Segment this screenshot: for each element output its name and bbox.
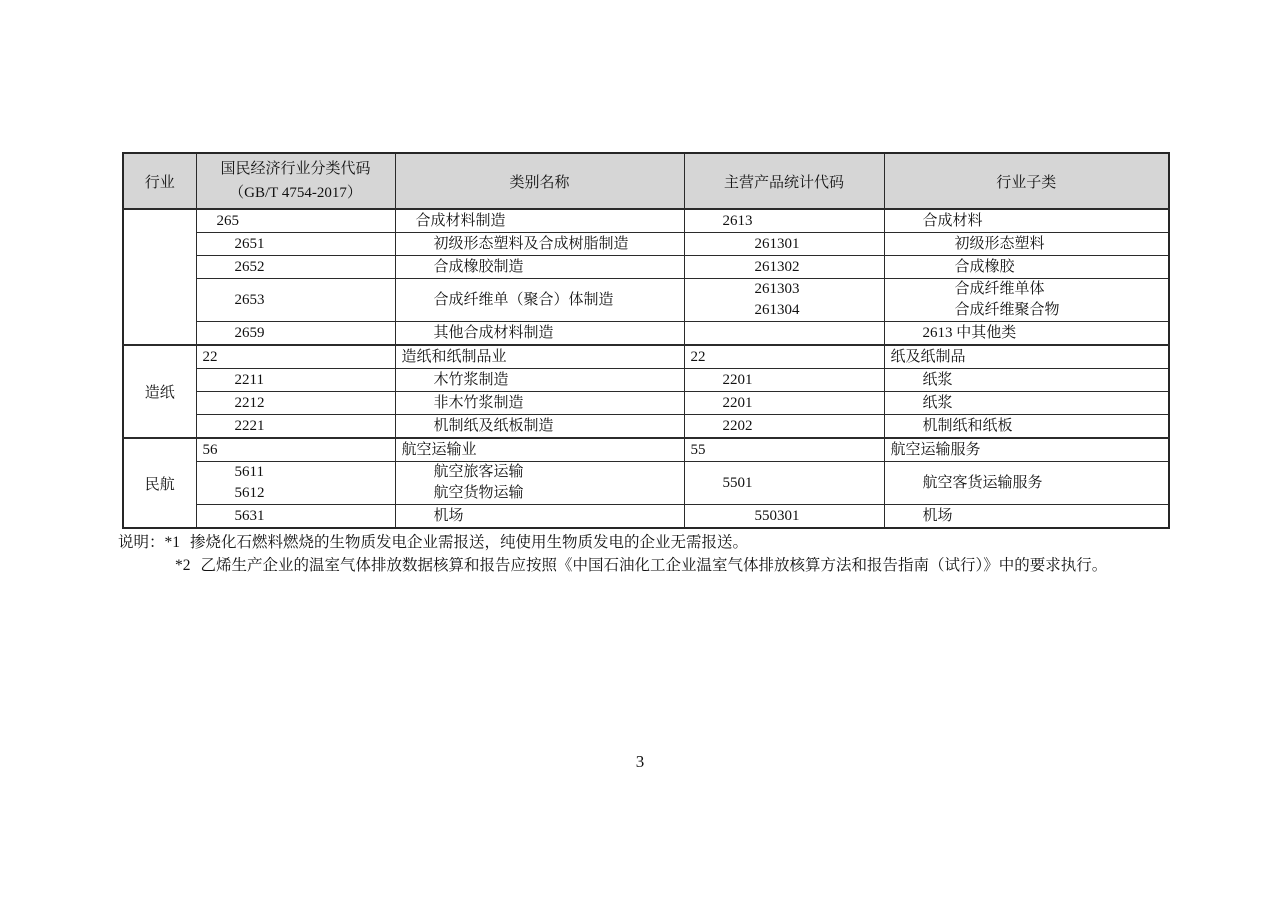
subcategory-cell <box>884 462 1169 505</box>
cell-line: 航空旅客运输 <box>433 464 524 480</box>
table-header-row <box>123 153 1169 209</box>
note-line-1 <box>118 531 1107 554</box>
category-cell <box>395 369 684 392</box>
notes-section <box>118 531 1107 577</box>
page-number: 3 <box>635 752 645 771</box>
subcategory-cell <box>884 256 1169 279</box>
category-cell <box>395 256 684 279</box>
code-cell <box>196 322 395 346</box>
cell-line: 航空客货运输服务 <box>922 474 1043 491</box>
industry-cell <box>123 209 196 345</box>
table-row <box>123 369 1169 392</box>
cell-line: 2651 <box>234 235 265 252</box>
subcategory-cell <box>884 369 1169 392</box>
header-industry: 行业 <box>123 153 196 209</box>
cell-line: 5631 <box>234 507 265 524</box>
product-code-cell <box>684 438 884 462</box>
cell-line: 机制纸及纸板制造 <box>433 417 554 434</box>
code-cell <box>196 256 395 279</box>
product-code-cell <box>684 462 884 505</box>
product-code-cell <box>684 209 884 233</box>
subcategory-cell <box>884 345 1169 369</box>
note-2-marker: *2 <box>175 557 191 574</box>
code-cell <box>196 279 395 322</box>
industry-cell: 民航 <box>123 438 196 528</box>
product-code-cell <box>684 322 884 346</box>
header-category: 类别名称 <box>395 153 684 209</box>
cell-line: 非木竹浆制造 <box>433 394 524 411</box>
category-cell <box>395 345 684 369</box>
cell-line: 木竹浆制造 <box>433 371 509 388</box>
cell-line: 合成纤维单体 <box>954 281 1045 297</box>
code-cell <box>196 392 395 415</box>
subcategory-cell <box>884 233 1169 256</box>
cell-line: 合成材料制造 <box>415 212 506 229</box>
cell-line: 5611 <box>234 464 264 480</box>
cell-line: 2221 <box>234 417 265 434</box>
code-cell <box>196 462 395 505</box>
cell-line: 56 <box>202 441 218 458</box>
header-code <box>196 153 395 209</box>
cell-line: 机制纸和纸板 <box>922 417 1013 434</box>
cell-line: 其他合成材料制造 <box>433 324 554 341</box>
code-cell <box>196 369 395 392</box>
code-cell <box>196 209 395 233</box>
header-subcategory: 行业子类 <box>884 153 1169 209</box>
subcategory-cell <box>884 209 1169 233</box>
subcategory-cell <box>884 392 1169 415</box>
category-cell <box>395 438 684 462</box>
cell-line: 合成材料 <box>922 212 983 229</box>
cell-line: 纸及纸制品 <box>890 348 966 365</box>
subcategory-cell <box>884 505 1169 529</box>
category-cell <box>395 322 684 346</box>
table-row <box>123 505 1169 529</box>
product-code-cell <box>684 415 884 439</box>
category-cell <box>395 209 684 233</box>
category-cell <box>395 462 684 505</box>
table-row <box>123 438 1169 462</box>
note-line-2 <box>118 554 1107 577</box>
cell-line: 初级形态塑料 <box>954 235 1045 252</box>
cell-line: 261304 <box>754 302 800 318</box>
product-code-cell <box>684 279 884 322</box>
category-cell <box>395 415 684 439</box>
category-cell <box>395 392 684 415</box>
product-code-cell <box>684 256 884 279</box>
cell-line: 2659 <box>234 324 265 341</box>
cell-line: 造纸和纸制品业 <box>401 348 507 365</box>
header-code-line1: 国民经济行业分类代码 <box>220 161 371 177</box>
industry-classification-table <box>122 152 1170 529</box>
product-code-cell <box>684 345 884 369</box>
cell-line: 航空运输服务 <box>890 441 981 458</box>
cell-line: 55 <box>690 441 706 458</box>
product-code-cell <box>684 233 884 256</box>
subcategory-cell <box>884 322 1169 346</box>
cell-line: 261301 <box>754 235 800 252</box>
cell-line: 机场 <box>433 507 464 524</box>
category-cell <box>395 505 684 529</box>
cell-line: 机场 <box>922 507 953 524</box>
industry-cell: 造纸 <box>123 345 196 438</box>
cell-line: 航空货物运输 <box>433 485 524 501</box>
table-row <box>123 392 1169 415</box>
header-code-line2: （GB/T 4754-2017） <box>229 185 362 201</box>
code-cell <box>196 415 395 439</box>
product-code-cell <box>684 369 884 392</box>
cell-line: 合成纤维聚合物 <box>954 302 1060 318</box>
table-row <box>123 322 1169 346</box>
cell-line: 2652 <box>234 258 265 275</box>
category-cell <box>395 279 684 322</box>
cell-line: 2211 <box>234 371 264 388</box>
cell-line: 2201 <box>722 394 753 411</box>
code-cell <box>196 233 395 256</box>
code-cell <box>196 505 395 529</box>
cell-line: 550301 <box>754 507 800 524</box>
cell-line: 2202 <box>722 417 753 434</box>
cell-line: 22 <box>690 348 706 365</box>
table-row <box>123 462 1169 505</box>
cell-line: 纸浆 <box>922 394 953 411</box>
table-row <box>123 256 1169 279</box>
cell-line: 2212 <box>234 394 265 411</box>
cell-line: 2613 <box>722 212 753 229</box>
cell-line: 2201 <box>722 371 753 388</box>
note-1-text: 掺烧化石燃料燃烧的生物质发电企业需报送，纯使用生物质发电的企业无需报送。 <box>190 534 749 551</box>
cell-line: 5501 <box>722 474 753 491</box>
cell-line: 265 <box>216 212 239 229</box>
table-row <box>123 345 1169 369</box>
category-cell <box>395 233 684 256</box>
subcategory-cell <box>884 415 1169 439</box>
header-product-code: 主营产品统计代码 <box>684 153 884 209</box>
subcategory-cell <box>884 279 1169 322</box>
cell-line: 5612 <box>234 485 265 501</box>
table-row <box>123 415 1169 439</box>
table-row <box>123 209 1169 233</box>
cell-line: 261302 <box>754 258 800 275</box>
cell-line: 2653 <box>234 291 265 308</box>
cell-line: 初级形态塑料及合成树脂制造 <box>433 235 629 252</box>
cell-line: 纸浆 <box>922 371 953 388</box>
table-row <box>123 233 1169 256</box>
product-code-cell <box>684 505 884 529</box>
cell-line: 合成纤维单（聚合）体制造 <box>433 291 614 308</box>
cell-line: 航空运输业 <box>401 441 477 458</box>
product-code-cell <box>684 392 884 415</box>
code-cell <box>196 345 395 369</box>
notes-label: 说明： <box>118 534 165 551</box>
table-row <box>123 279 1169 322</box>
cell-line: 2613 中其他类 <box>922 324 1017 341</box>
subcategory-cell <box>884 438 1169 462</box>
note-2-text: 乙烯生产企业的温室气体排放数据核算和报告应按照《中国石油化工企业温室气体排放核算方法和报告指南（试行）》中的要求执行。 <box>200 557 1108 574</box>
cell-line: 合成橡胶制造 <box>433 258 524 275</box>
code-cell <box>196 438 395 462</box>
cell-line: 22 <box>202 348 218 365</box>
cell-line: 合成橡胶 <box>954 258 1015 275</box>
note-1-marker: *1 <box>164 534 181 551</box>
cell-line: 261303 <box>754 281 800 297</box>
